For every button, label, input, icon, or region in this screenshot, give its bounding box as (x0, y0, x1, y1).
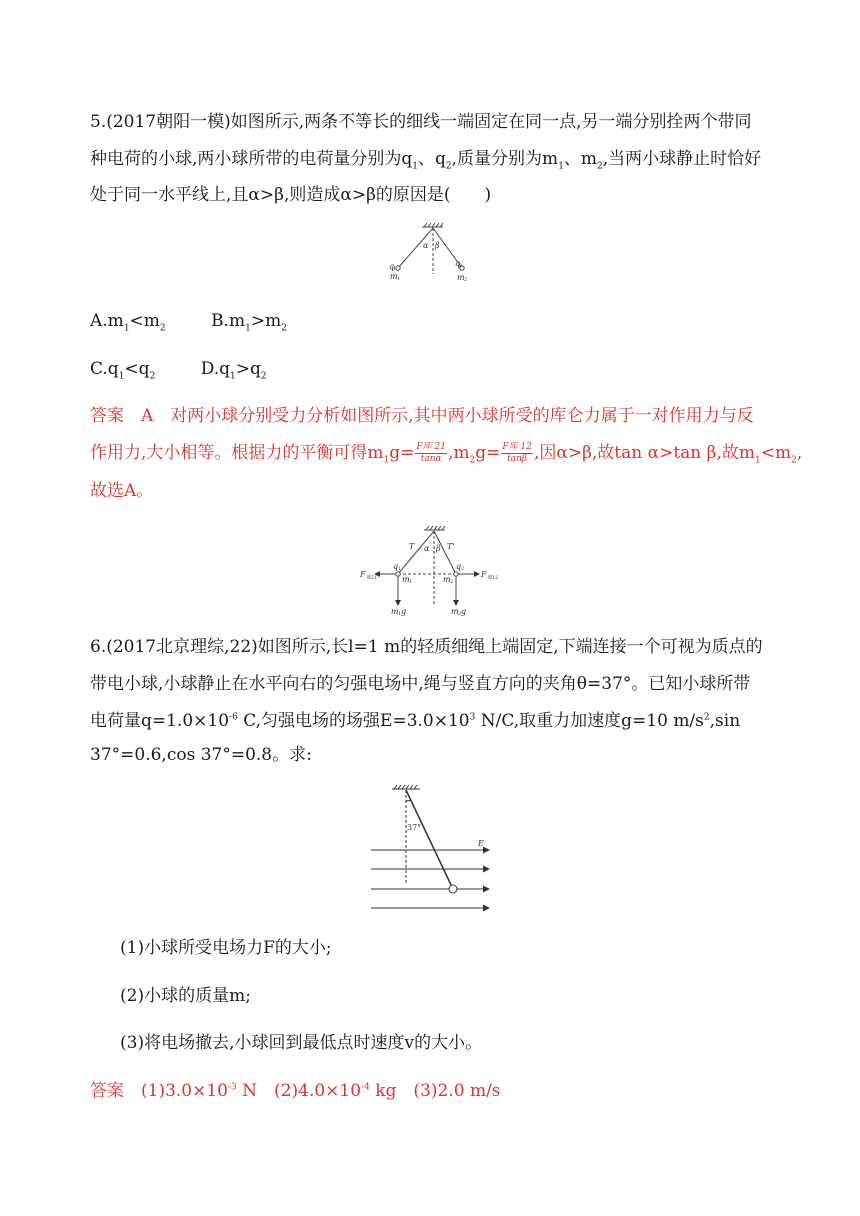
subscript: 2 (469, 455, 476, 466)
m1g-sub: 1 (398, 611, 402, 617)
q1-sub: 1 (398, 566, 402, 572)
ball-1 (396, 572, 400, 576)
subscript: 1 (230, 371, 236, 382)
m2-sub: 2 (464, 277, 468, 283)
q6-part-3: (3)将电场撤去,小球回到最低点时速度v的大小。 (120, 1033, 483, 1053)
option-a-rel: <m (129, 311, 160, 331)
force-analysis-figure (358, 525, 508, 617)
subscript: 2 (281, 323, 287, 334)
a5-line-1: 答案 A 对两小球分别受力分析如图所示,其中两小球所受的库仑力属于一对作用力与反 (90, 406, 754, 426)
charged-ball (449, 885, 457, 893)
m1-sub: 1 (409, 579, 413, 585)
option-c[interactable] (90, 359, 156, 382)
q6-line-4: 37°=0.6,cos 37°=0.8。求: (90, 745, 312, 765)
options-row-2 (90, 357, 267, 381)
q1-label: q (389, 262, 395, 271)
subscript: 1 (123, 323, 130, 334)
m1-sub: 1 (397, 276, 401, 282)
fraction-1 (415, 442, 447, 465)
m2g-g: g (461, 607, 467, 616)
fraction-1-den: tanα (420, 454, 442, 464)
q5-text: 、m (563, 149, 598, 169)
beta-label: β (436, 544, 441, 553)
q6-line-3 (90, 709, 740, 733)
q6-part-1: (1)小球所受电场力F的大小; (120, 938, 332, 958)
option-b-rel: >m (250, 311, 282, 331)
option-b-text: B.m (211, 311, 246, 331)
m2-label: m (443, 575, 451, 584)
option-c-text: C.q (90, 359, 119, 379)
a6-line (90, 1079, 501, 1103)
f12-sub: 库12 (487, 575, 499, 581)
a5-end: , (796, 443, 803, 463)
option-d-text: D.q (200, 359, 231, 379)
m1g-label: m (391, 607, 399, 616)
q5-text: ,当两小球静止时恰好 (602, 149, 762, 169)
superscript: -6 (229, 712, 238, 723)
subscript: 1 (245, 323, 251, 334)
fraction-2-den: tanβ (507, 454, 528, 464)
m1g-g: g (401, 607, 407, 616)
ball-2 (454, 572, 458, 576)
q1-label: q (393, 562, 399, 571)
a5-line-3: 故选A。 (90, 481, 154, 501)
q5-line-1: 5.(2017朝阳一模)如图所示,两条不等长的细线一端固定在同一点,另一端分别拴两个带同 (90, 112, 752, 132)
fraction-1-num: F库 21 (416, 442, 446, 452)
q6-text: N/C,取重力加速度g=10 m/s (475, 711, 704, 731)
fraction-2 (501, 442, 533, 465)
a5-g: g= (389, 443, 415, 463)
tension-t2-label: T' (447, 542, 455, 551)
q5-text: ,质量分别为m (451, 149, 559, 169)
subscript: 1 (558, 161, 564, 172)
q5-line-2 (90, 147, 761, 171)
f12-label: F (481, 570, 487, 579)
subscript: 1 (412, 161, 419, 172)
superscript: 2 (703, 712, 710, 723)
m2-sub: 2 (450, 579, 454, 585)
q6-part-2: (2)小球的质量m; (120, 986, 251, 1006)
two-pendulum-figure (385, 222, 480, 290)
q6-text: 电荷量q=1.0×10 (90, 711, 230, 731)
m1-label: m (390, 272, 398, 281)
q6-line-1: 6.(2017北京理综,22)如图所示,长l=1 m的轻质细绳上端固定,下端连接一个可视为质点的 (90, 637, 763, 657)
m2g-label: m (451, 607, 459, 616)
superscript: -3 (228, 1082, 237, 1093)
a5-line-2 (90, 441, 802, 465)
option-a[interactable] (90, 311, 166, 334)
a6-text: 答案 (1)3.0×10 (90, 1081, 228, 1101)
subscript: 2 (791, 455, 797, 466)
subscript: 1 (383, 455, 390, 466)
field-e-label: E (478, 839, 484, 848)
q5-line-3: 处于同一水平线上,且α>β,则造成α>β的原因是( ) (90, 185, 492, 205)
alpha-label: α (423, 241, 429, 250)
subscript: 1 (118, 371, 125, 382)
m2g-sub: 2 (458, 611, 462, 617)
q2-sub: 2 (461, 566, 465, 572)
q6-text: C,匀强电场的场强E=3.0×10 (237, 711, 470, 731)
a5-text: ,因α>β,故tan α>tan β,故m (533, 443, 756, 463)
q6-text: ,sin (709, 711, 741, 731)
q2-label: q (455, 259, 461, 268)
fraction-2-num: F库 12 (502, 442, 532, 452)
m2-label: m (457, 273, 465, 282)
q6-line-2: 带电小球,小球静止在水平向右的匀强电场中,绳与竖直方向的夹角θ=37°。已知小球所带 (90, 674, 751, 694)
subscript: 2 (445, 161, 452, 172)
subscript: 2 (597, 161, 603, 172)
q1-sub: 1 (393, 266, 397, 272)
f21-sub: 库21 (366, 575, 378, 581)
m1-label: m (402, 575, 410, 584)
f21-label: F (360, 570, 366, 579)
tension-t-label: T (409, 542, 415, 551)
beta-label: β (435, 241, 440, 250)
option-b[interactable] (211, 311, 287, 334)
superscript: -4 (361, 1082, 370, 1093)
superscript: 3 (469, 712, 476, 723)
ball-1 (396, 266, 400, 270)
a6-text: kg (3)2.0 m/s (369, 1081, 501, 1101)
q2-label: q (456, 562, 462, 571)
option-a-text: A.m (90, 311, 124, 331)
subscript: 2 (159, 323, 166, 334)
option-d[interactable] (200, 359, 267, 382)
option-d-rel: >q (235, 359, 261, 379)
pendulum-field-figure (368, 784, 494, 914)
thread (406, 790, 452, 887)
q5-text: 种电荷的小球,两小球所带的电荷量分别为q (90, 149, 413, 169)
a6-text: N (2)4.0×10 (236, 1081, 362, 1101)
subscript: 2 (149, 371, 156, 382)
a5-text: 作用力,大小相等。根据力的平衡可得m (90, 443, 384, 463)
a5-lt: <m (760, 443, 792, 463)
q2-sub: 2 (459, 263, 463, 269)
option-c-rel: <q (124, 359, 150, 379)
options-row-1 (90, 309, 287, 333)
subscript: 2 (260, 371, 267, 382)
a5-g: g= (475, 443, 501, 463)
subscript: 1 (755, 455, 761, 466)
alpha-label: α (424, 544, 430, 553)
a5-comma: ,m (447, 443, 470, 463)
q5-text: 、q (418, 149, 446, 169)
angle-label: 37° (407, 823, 422, 832)
